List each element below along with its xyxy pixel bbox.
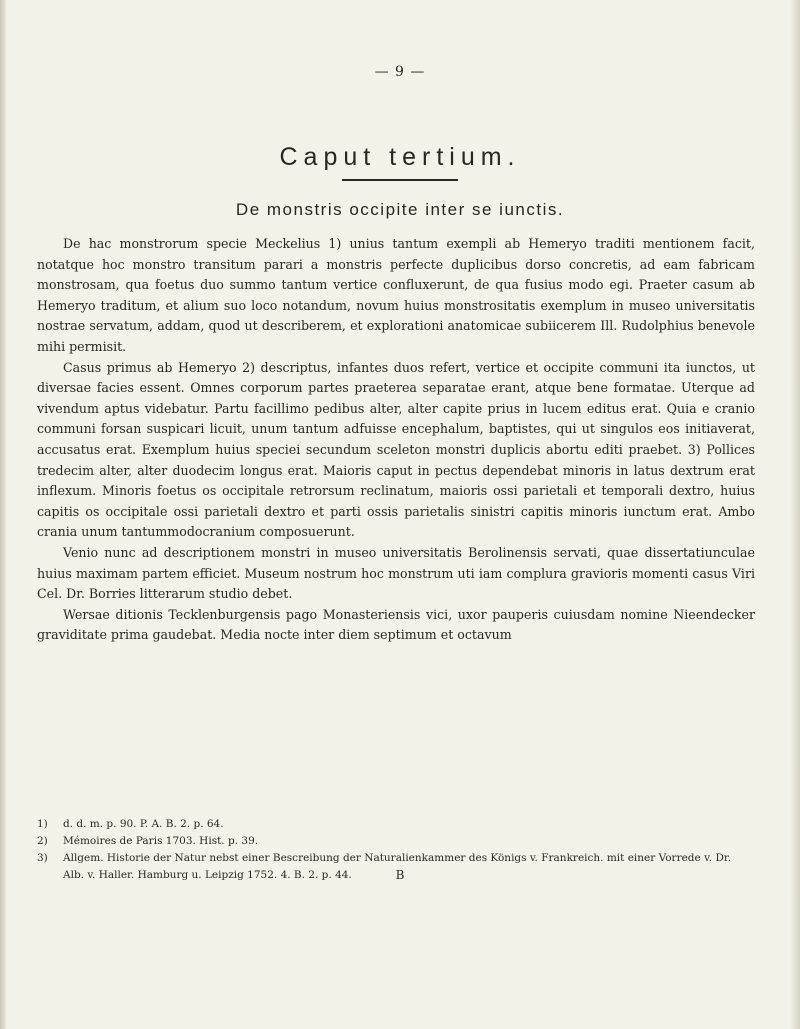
page-number: — 9 — — [374, 64, 426, 80]
footnote-number: 3) — [37, 852, 48, 864]
body-text — [37, 234, 755, 646]
footnote-text: Allgem. Historie der Natur nebst einer Bescreibung der Naturalienkammer des Königs v. Frankreich. mit einer Vorrede v. Dr. Alb. v. Haller. Hamburg u. Leipzig 1752. 4. B. 2. p. 44. — [63, 852, 732, 881]
paragraph: Wersae ditionis Tecklenburgensis pago Monasteriensis vici, uxor pauperis cuiusdam nomine Nieendecker graviditate prima gaudebat. Media nocte inter diem septimum et octavum — [37, 606, 755, 643]
footnote — [37, 833, 755, 850]
footnote-number: 2) — [37, 835, 48, 847]
title-rule — [342, 179, 458, 181]
footnote-text: Mémoires de Paris 1703. Hist. p. 39. — [63, 835, 259, 847]
paragraph: Casus primus ab Hemeryo 2) descriptus, infantes duos refert, vertice et occipite communi ita iunctos, ut diversae facies essent. Omnes corporum partes praeterea separatae erant, atque bene formatae. Uterque ad vivendum aptus videbatur. Partu facillimo pedibus alter, alter capite prius in lucem editus erat. Quia e cranio communi forsan suspicari licuit, unum tantum adfuisse encephalum, baptistes, qui ut singulos eos initiaverat, accusatus erat. Exemplum huius speciei secundum sceleton monstri duplicis abortu editi praebet. 3) Pollices tredecim alter, alter duodecim longus erat. Maioris caput in pectus dependebat minoris in latus dextrum erat inflexum. Minoris foetus os occipitale retrorsum reclinatum, maioris ossi parietali et temporali dextro, huius capitis os occipitale ossi parietali dextro et parti ossis parietalis sinistri capitis minoris iunctum erat. Ambo crania unum tantummodocranium composuerunt. — [37, 359, 755, 540]
paragraph: De hac monstrorum specie Meckelius 1) unius tantum exempli ab Hemeryo traditi mentionem facit, notatque hoc monstro transitum parari a monstris perfecte duplicibus dorso concretis, ad eam fabricam monstrosam, qua foetus duo summo tantum vertice confluxerunt, de qua fusius modo egi. Praeter casum ab Hemeryo traditum, et alium suo loco notandum, novum huius monstrositatis exemplum in museo universitatis nostrae servatum, addam, quod ut describerem, et explorationi anatomicae subiicerem Ill. Rudolphius benevole mihi permisit. — [37, 236, 755, 354]
footnote — [37, 816, 755, 833]
footnote-number: 1) — [37, 818, 48, 830]
section-title: De monstris occipite inter se iunctis. — [235, 200, 565, 219]
chapter-title: Caput tertium. — [279, 143, 521, 171]
paragraph: Venio nunc ad descriptionem monstri in museo universitatis Berolinensis servati, quae dissertatiunculae huius maximam partem efficiet. Museum nostrum hoc monstrum uti iam complura gravioris momenti casus Viri Cel. Dr. Borries litterarum studio debet. — [37, 544, 755, 602]
footnote-text: d. d. m. p. 90. P. A. B. 2. p. 64. — [63, 818, 224, 830]
signature-mark: B — [395, 868, 405, 882]
